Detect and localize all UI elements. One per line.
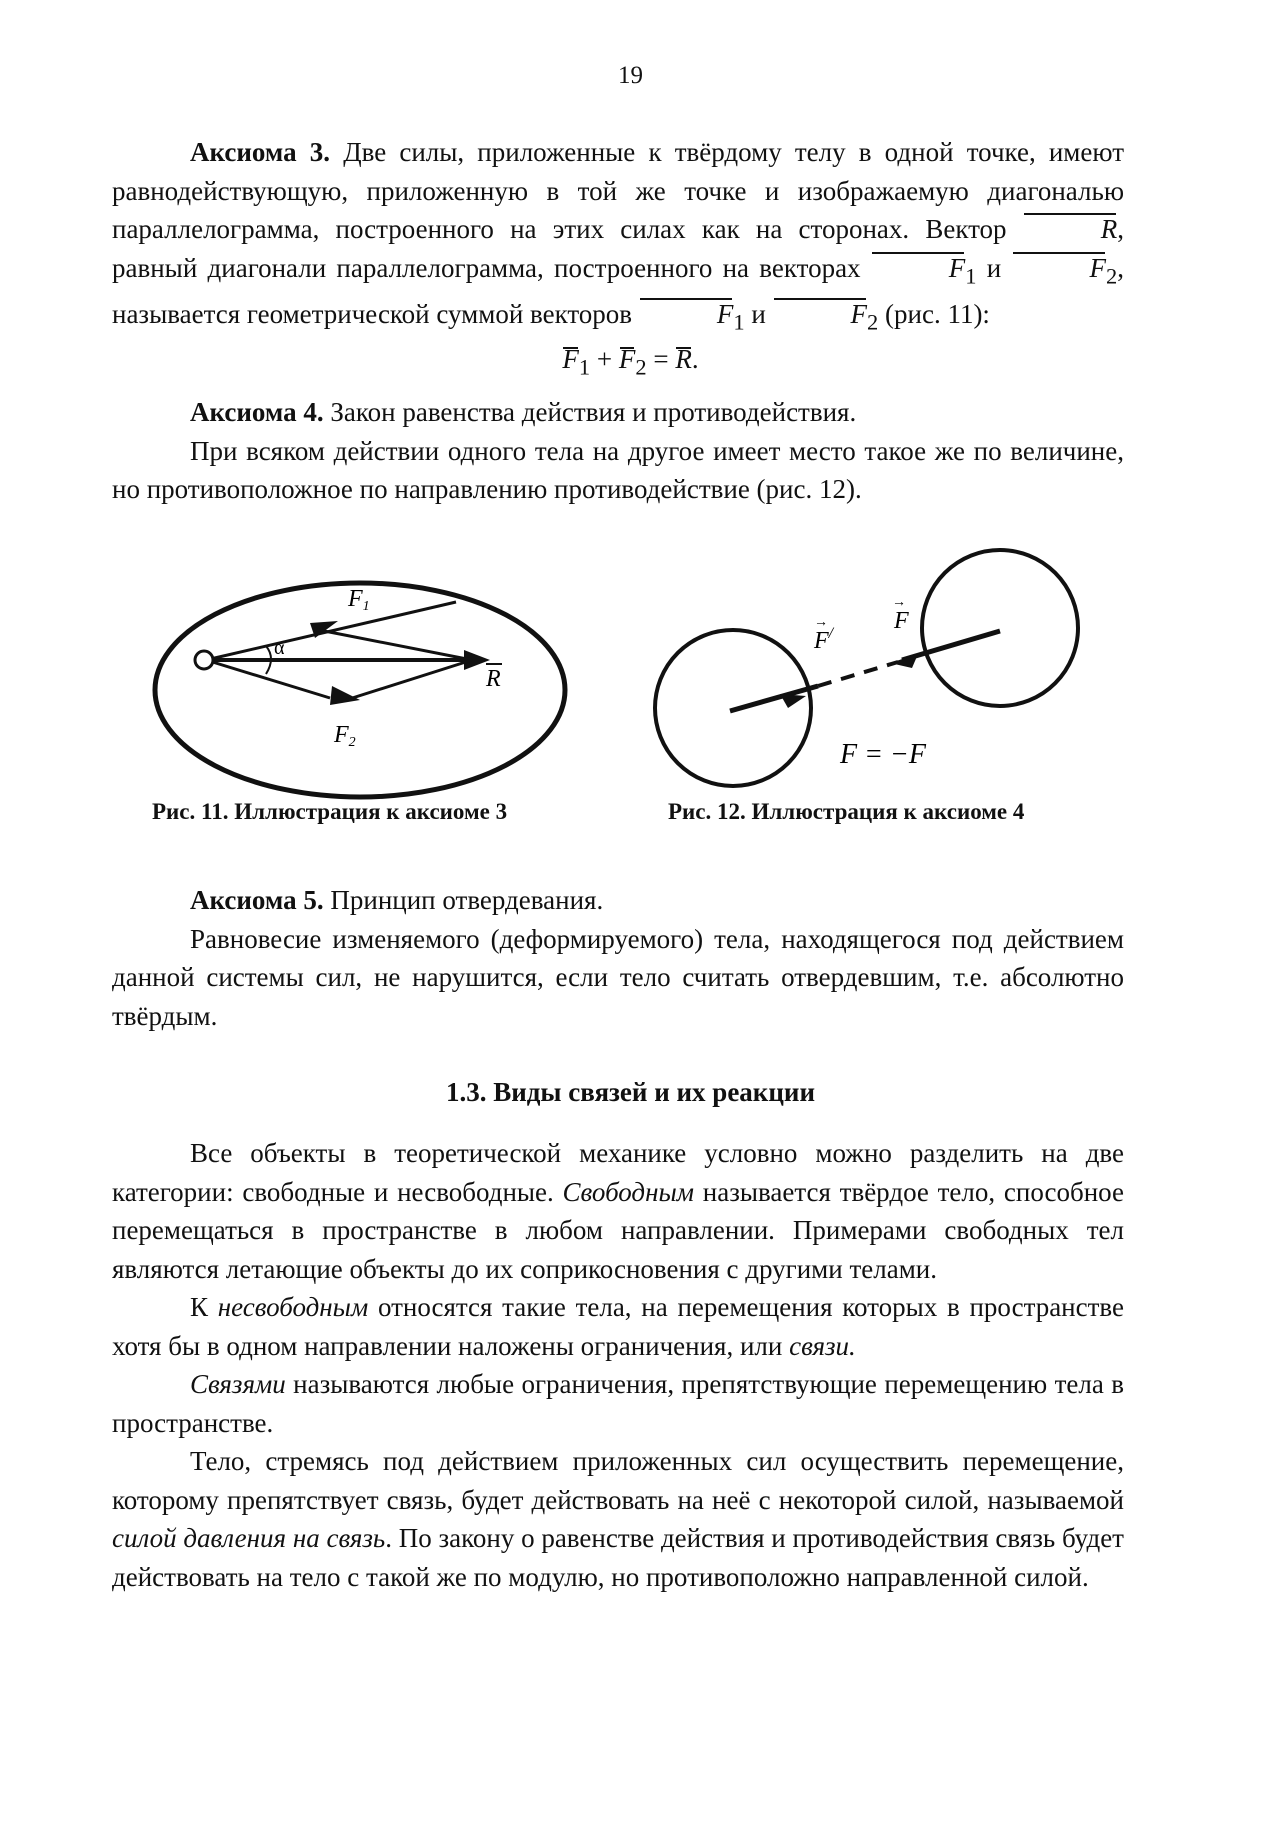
vector-F2: F <box>1012 249 1107 288</box>
right-body-circle <box>922 550 1078 706</box>
section-title: 1.3. Виды связей и их реакции <box>445 1077 816 1107</box>
vector-F2: F <box>773 295 868 334</box>
section-paragraph-1: Все объекты в теоретической механике условно можно разделить на две категории: свободные и несвободные. Свободным называется твёрдое тело, способное перемещаться в пространстве в любом направлении. Примерами свободных тел являются летающие объекты до их соприкосновения с другими телами. <box>112 1138 1124 1284</box>
section-paragraph-3: Связями называются любые ограничения, препятствующие перемещению тела в пространстве. <box>112 1369 1124 1438</box>
axiom4-text: При всяком действии одного тела на другое имеет место такое же по величине, но противоположное по направлению противодействие (рис. 12). <box>112 435 1124 504</box>
vector-F1: F <box>871 249 966 288</box>
section-body <box>112 1134 1124 1596</box>
label-alpha: α <box>274 637 285 659</box>
axiom3-text: Аксиома 3. Две силы, приложенные к твёрдому телу в одной точке, имеют равнодействующую, приложенную в той же точке и изображаемую диагональю параллелограмма, построенного на этих силах как на сторонах. Вектор R, равный диагонали параллелограмма, построенного на векторах $F_1$ и $F_2$, называется геометрической суммой векторов $F_1$ и $F_2$ (рис. 11): <box>112 137 1124 335</box>
axiom5-heading: Аксиома 5. Принцип отвердевания. <box>190 885 604 915</box>
label-F: F <box>894 608 909 634</box>
label-R: R <box>486 666 501 692</box>
axiom4-paragraph <box>112 393 1124 509</box>
figure-12-caption: Рис. 12. Иллюстрация к аксиоме 4 <box>668 799 1025 824</box>
application-point <box>195 651 213 669</box>
section-paragraph-2: К несвободным относятся такие тела, на перемещения которых в пространстве хотя бы в одном направлении наложены ограничения, или связи. <box>112 1292 1124 1361</box>
figure-12-diagram <box>648 548 1088 798</box>
figure-11-caption: Рис. 11. Иллюстрация к аксиоме 3 <box>152 799 508 824</box>
axiom5-text: Равновесие изменяемого (деформируемого) тела, находящегося под действием данной системы сил, не нарушится, если тело считать отвердевшим, т.е. абсолютно твёрдым. <box>112 923 1124 1031</box>
axiom4-heading: Аксиома 4. Закон равенства действия и противодействия. <box>190 397 857 427</box>
figure-11-diagram <box>138 574 578 806</box>
axiom3-paragraph <box>112 133 1124 342</box>
page-number: 19 <box>618 62 643 89</box>
label-F2: F2 <box>334 722 356 750</box>
force-line-dashed <box>818 662 898 686</box>
body-ellipse <box>155 583 565 797</box>
vector-F1: F <box>639 295 734 334</box>
axiom5-paragraph <box>112 881 1124 1035</box>
label-F1: F1 <box>348 586 370 614</box>
axiom3-label: Аксиома 3. <box>190 137 331 167</box>
parallelogram-side-top <box>314 629 472 660</box>
force-F-arrowhead <box>890 654 918 668</box>
section-paragraph-4: Тело, стремясь под действием приложенных сил осуществить перемещение, которому препятствует связь, будет действовать на неё с некоторой силой, называемой силой давления на связь. По закону о равенстве действия и противодействия связь будет действовать на тело с такой же по модулю, но противоположно направленной силой. <box>112 1446 1124 1592</box>
parallelogram-side-bottom <box>346 660 472 700</box>
label-F-arrow-right: → <box>814 615 828 630</box>
equation-F-eq-minus-F: F = −F <box>840 739 926 770</box>
force-F-prime-arrowhead <box>780 694 806 708</box>
vector-sum-formula: $F_1 + F_2 = R$. <box>562 344 699 380</box>
vector-R: R <box>1023 210 1118 249</box>
vector-F2-arrow <box>206 660 330 698</box>
label-F-arrow: → <box>892 595 906 610</box>
label-F-prime: F/ <box>814 625 834 654</box>
force-line-left <box>730 686 818 711</box>
